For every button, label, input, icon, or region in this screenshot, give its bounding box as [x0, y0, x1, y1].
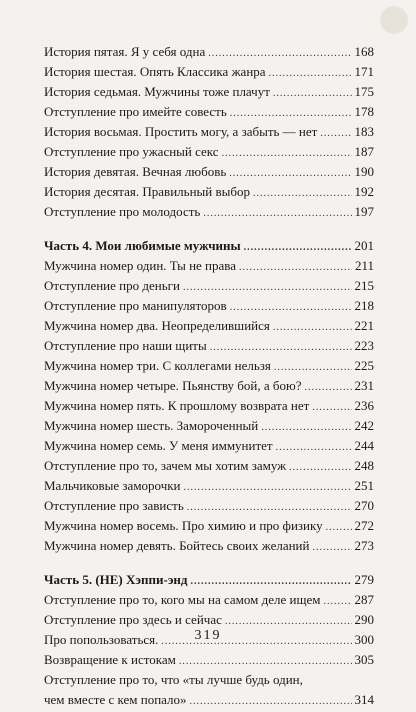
leader-dots: [273, 318, 352, 338]
toc-entry-title: История шестая. Опять Классика жанра: [44, 64, 266, 79]
toc-entry-page: 178: [354, 104, 374, 119]
toc-entry-page: 192: [354, 184, 374, 199]
toc-entry-title: Мужчина номер девять. Бойтесь своих желаний: [44, 538, 310, 553]
toc-entry: [44, 650, 374, 670]
toc-entry-title: Мужчина номер шесть. Замороченный: [44, 418, 259, 433]
toc-entry-title: Отступление про манипуляторов: [44, 298, 227, 313]
leader-dots: [210, 338, 352, 358]
toc-entry: [44, 456, 374, 476]
toc-entry-title: Отступление про молодость: [44, 204, 201, 219]
toc-entry: [44, 42, 374, 62]
toc-entry-page: 273: [354, 538, 374, 553]
leader-dots: [304, 378, 351, 398]
leader-dots: [324, 592, 352, 612]
leader-dots: [230, 104, 352, 124]
toc-entry: [44, 336, 374, 356]
toc-entry-title: Отступление про наши щиты: [44, 338, 207, 353]
toc-entry-page: 218: [354, 298, 374, 313]
toc-entry: [44, 590, 374, 610]
toc-entry: [44, 122, 374, 142]
leader-dots: [273, 84, 352, 104]
leader-dots: [229, 164, 351, 184]
toc-entry: [44, 376, 374, 396]
toc-entry-page: 171: [354, 64, 374, 79]
toc-entry: [44, 316, 374, 336]
leader-dots: [253, 184, 352, 204]
toc-part-page: 201: [354, 238, 374, 253]
leader-dots: [190, 692, 352, 712]
leader-dots: [274, 358, 352, 378]
toc-entry-page: 314: [354, 692, 374, 707]
toc-entry: [44, 396, 374, 416]
toc-entry: [44, 496, 374, 516]
toc-entry-page: 175: [354, 84, 374, 99]
toc-entry-title: Отступление про здесь и сейчас: [44, 612, 222, 627]
toc-entry: [44, 202, 374, 222]
toc-entry-title: История девятая. Вечная любовь: [44, 164, 227, 179]
toc-entry-page: 287: [354, 592, 374, 607]
toc-entry-page: 225: [354, 358, 374, 373]
leader-dots: [183, 278, 352, 298]
table-of-contents: [44, 42, 374, 710]
toc-entry-title: Мужчина номер четыре. Пьянству бой, а бою?: [44, 378, 302, 393]
leader-dots: [276, 438, 352, 458]
toc-entry: [44, 416, 374, 436]
toc-entry: [44, 516, 374, 536]
toc-entry-page: 305: [354, 652, 374, 667]
leader-dots: [312, 398, 351, 418]
toc-entry-title: Мужчина номер пять. К прошлому возврата нет: [44, 398, 310, 413]
toc-entry-title-cont: чем вместе с кем попало»: [44, 692, 187, 707]
toc-entry-title: Отступление про то, кого мы на самом деле ищем: [44, 592, 321, 607]
toc-entry-title: Мужчина номер восемь. Про химию и про физику: [44, 518, 323, 533]
leader-dots: [326, 518, 352, 538]
toc-entry-page: 223: [354, 338, 374, 353]
toc-entry-title: Возвращение к истокам: [44, 652, 176, 667]
toc-part-heading: [44, 570, 374, 590]
toc-entry-page: 211: [354, 258, 374, 273]
toc-entry-page: 248: [354, 458, 374, 473]
leader-dots: [320, 124, 351, 144]
toc-entry: [44, 182, 374, 202]
toc-entry-page: 190: [354, 164, 374, 179]
toc-part-title: Часть 5. (НЕ) Хэппи-энд: [44, 572, 188, 587]
toc-entry-page: 300: [354, 632, 374, 647]
toc-part-page: 279: [354, 572, 374, 587]
toc-entry-page: 168: [354, 44, 374, 59]
toc-entry-page: 251: [354, 478, 374, 493]
toc-entry-page: 221: [354, 318, 374, 333]
toc-entry: [44, 276, 374, 296]
toc-part-heading: [44, 236, 374, 256]
toc-entry: [44, 690, 374, 710]
toc-entry: [44, 162, 374, 182]
leader-dots: [239, 258, 352, 278]
toc-entry: [44, 356, 374, 376]
leader-dots: [269, 64, 352, 84]
toc-entry: [44, 62, 374, 82]
toc-entry-title: История десятая. Правильный выбор: [44, 184, 250, 199]
toc-entry-page: 197: [354, 204, 374, 219]
toc-entry-page: 270: [354, 498, 374, 513]
leader-dots: [289, 458, 351, 478]
toc-entry: [44, 102, 374, 122]
toc-entry-page: 187: [354, 144, 374, 159]
toc-entry: [44, 536, 374, 556]
toc-entry-title: Мужчина номер семь. У меня иммунитет: [44, 438, 273, 453]
leader-dots: [208, 44, 351, 64]
toc-entry-title: Мальчиковые заморочки: [44, 478, 181, 493]
toc-entry: [44, 476, 374, 496]
toc-entry-page: 272: [354, 518, 374, 533]
toc-entry-title: Мужчина номер два. Неопределившийся: [44, 318, 270, 333]
toc-entry-title: Отступление про то, что «ты лучше будь один,: [44, 672, 303, 687]
toc-entry-title: Про попользоваться.: [44, 632, 159, 647]
toc-entry-title: История седьмая. Мужчины тоже плачут: [44, 84, 270, 99]
toc-entry-page: 236: [354, 398, 374, 413]
toc-entry: [44, 436, 374, 456]
toc-part-title: Часть 4. Мои любимые мужчины: [44, 238, 241, 253]
toc-entry-title: Мужчина номер один. Ты не права: [44, 258, 237, 273]
leader-dots: [203, 204, 351, 224]
leader-dots: [312, 538, 351, 558]
toc-entry-line1: [44, 670, 374, 690]
toc-entry-page: 244: [354, 438, 374, 453]
leader-dots: [222, 144, 352, 164]
toc-entry-title: Отступление про то, зачем мы хотим замуж: [44, 458, 287, 473]
toc-entry: [44, 82, 374, 102]
toc-entry-title: История восьмая. Простить могу, а забыть — нет: [44, 124, 318, 139]
toc-entry: [44, 610, 374, 630]
toc-entry-page: 290: [354, 612, 374, 627]
leader-dots: [187, 498, 352, 518]
toc-entry-title: История пятая. Я у себя одна: [44, 44, 206, 59]
leader-dots: [261, 418, 351, 438]
toc-entry-page: 215: [354, 278, 374, 293]
leader-dots: [179, 652, 352, 672]
library-stamp: [380, 6, 408, 34]
toc-entry-title: Мужчина номер три. С коллегами нельзя: [44, 358, 271, 373]
toc-entry-page: 242: [354, 418, 374, 433]
toc-entry-page: 183: [354, 124, 374, 139]
toc-entry-title: Отступление про зависть: [44, 498, 184, 513]
leader-dots: [191, 572, 352, 592]
toc-entry: [44, 142, 374, 162]
page-number: 319: [194, 628, 222, 643]
toc-entry-page: 231: [354, 378, 374, 393]
leader-dots: [230, 298, 352, 318]
toc-entry: [44, 296, 374, 316]
toc-entry-title: Отступление про деньги: [44, 278, 180, 293]
toc-entry-title: Отступление про ужасный секс: [44, 144, 219, 159]
leader-dots: [244, 238, 352, 258]
toc-entry: [44, 256, 374, 276]
toc-entry-title: Отступление про имейте совесть: [44, 104, 227, 119]
leader-dots: [184, 478, 352, 498]
